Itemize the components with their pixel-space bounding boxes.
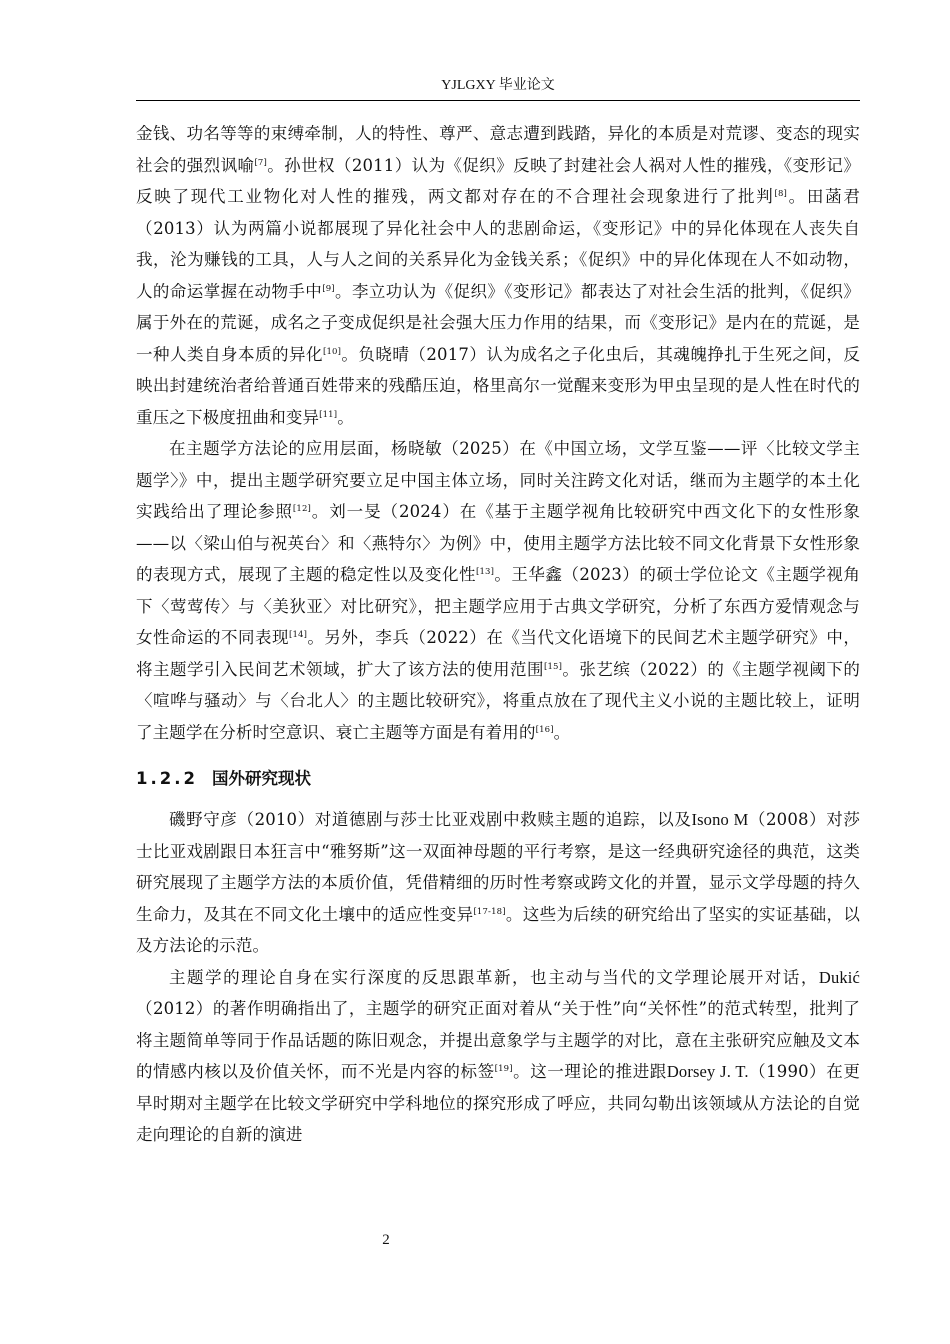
text-run: 。另外，李兵（2022）在《当代文化语境下的民间艺术主题学研究》中，将主题学引入民间艺术领域，扩大了该方法的使用范围 <box>136 628 860 679</box>
text-run: 。张艺缤（2022）的《主题学视阈下的〈喧哗与骚动〉与〈台北人〉的主题比较研究》，将重点放在了现代主义小说的主题比较上，证明了主题学在分析时空意识、衰亡主题等方面是有着用的 <box>136 659 860 742</box>
text-run: 主题学的理论自身在实行深度的反思跟革新，也主动与当代的文学理论展开对话， <box>169 967 819 987</box>
paragraph <box>136 433 860 748</box>
text-run: 在主题学方法论的应用层面，杨晓敏（2025）在《中国立场，文学互鉴——评〈比较文学主题学〉》中，提出主题学研究要立足中国主体立场，同时关注跨文化对话，继而为主题学的本土化实践给出了理论参照 <box>136 439 860 521</box>
text-run: 磯野守彦（2010）对道德剧与莎士比亚戏剧中救赎主题的追踪，以及 <box>169 810 692 829</box>
citation-ref: [8] <box>774 189 788 199</box>
citation-ref: [10] <box>323 346 342 357</box>
latin-text-run: Dorsey J. T. <box>666 1062 749 1081</box>
section-number: 1.2.2 <box>136 769 198 788</box>
citation-ref: [9] <box>322 283 335 294</box>
citation-ref: [11] <box>319 409 338 420</box>
text-run: （2012）的著作明确指出了，主题学的研究正面对着从“关于性”向“关怀性”的范式转型，批判了将主题简单等同于作品话题的陈旧观念，并提出意象学与主题学的对比，意在主张研究应触及文本的情感内核以及价值关怀，而不光是内容的标签 <box>136 999 860 1081</box>
text-run: 。 <box>553 722 571 742</box>
latin-text-run: Isono M <box>691 810 749 829</box>
paragraph <box>136 804 860 962</box>
citation-ref: [12] <box>292 504 311 514</box>
citation-ref: [17-18] <box>473 906 506 917</box>
header-rule <box>136 100 860 101</box>
text-run: 。这一理论的推进跟 <box>512 1062 667 1081</box>
paragraph <box>136 118 860 433</box>
paragraph <box>136 962 860 1151</box>
text-run: 。 <box>337 407 354 427</box>
citation-ref: [7] <box>254 157 267 168</box>
citation-ref: [15] <box>544 661 563 672</box>
latin-text-run: Dukić <box>818 967 860 987</box>
page-header: YJLGXY 毕业论文 <box>441 78 555 93</box>
text-run: 。田菡君（2013）认为两篇小说都展现了异化社会中人的悲剧命运，《变形记》中的异化体现在人丧失自我，沦为赚钱的工具，人与人之间的关系异化为金钱关系；《促织》中的异化体现在人不如动物，人的命运掌握在动物手中 <box>136 187 861 301</box>
text-run: 。孙世权（2011）认为《促织》反映了封建社会人祸对人性的摧残，《变形记》反映了现代工业物化对人性的摧残，两文都对存在的不合理社会现象进行了批判 <box>136 155 860 206</box>
text-run: 。刘一旻（2024）在《基于主题学视角比较研究中西文化下的女性形象——以〈梁山伯与祝英台〉和〈燕特尔〉为例》中，使用主题学方法比较不同文化背景下女性形象的表现方式，展现了主题的稳定性以及变化性 <box>136 502 860 584</box>
text-run: 。王华鑫（2023）的硕士学位论文《主题学视角下〈莺莺传〉与〈美狄亚〉对比研究》，把主题学应用于古典文学研究，分析了东西方爱情观念与女性命运的不同表现 <box>136 565 860 647</box>
text-run: 。李立功认为《促织》《变形记》都表达了对社会生活的批判，《促织》属于外在的荒诞，成名之子变成促织是社会强大压力作用的结果，而《变形记》是内在的荒诞，是一种人类自身本质的异化 <box>136 281 860 364</box>
citation-ref: [13] <box>476 567 495 577</box>
text-run: 。负晓晴（2017）认为成名之子化虫后，其魂魄挣扎于生死之间，反映出封建统治者给普通百姓带来的残酷压迫，格里高尔一觉醒来变形为甲虫呈现的是人性在时代的重压之下极度扭曲和变异 <box>136 344 860 427</box>
text-run: 。这些为后续的研究给出了坚实的实证基础，以及方法论的示范。 <box>136 904 860 955</box>
section-heading <box>136 764 860 794</box>
citation-ref: [16] <box>535 724 554 735</box>
page-number: 2 <box>382 1232 390 1248</box>
text-run: （2008）对莎士比亚戏剧跟日本狂言中“雅努斯”这一双面神母题的平行考察，是这一经典研究途径的典范，这类研究展现了主题学方法的本质价值，凭借精细的历时性考察或跨文化的并置，显示文学母题的持久生命力，及其在不同文化土壤中的适应性变异 <box>136 810 860 924</box>
body-text <box>136 118 860 1151</box>
citation-ref: [19] <box>494 1064 513 1074</box>
section-title: 国外研究现状 <box>211 769 311 788</box>
text-run: 金钱、功名等等的束缚牵制，人的特性、尊严、意志遭到践踏，异化的本质是对荒谬、变态的现实社会的强烈讽喻 <box>136 124 860 175</box>
text-run: （1990）在更早时期对主题学在比较文学研究中学科地位的探究形成了呼应，共同勾勒出该领域从方法论的自觉走向理论的自新的演进 <box>136 1062 860 1144</box>
citation-ref: [14] <box>289 630 308 640</box>
